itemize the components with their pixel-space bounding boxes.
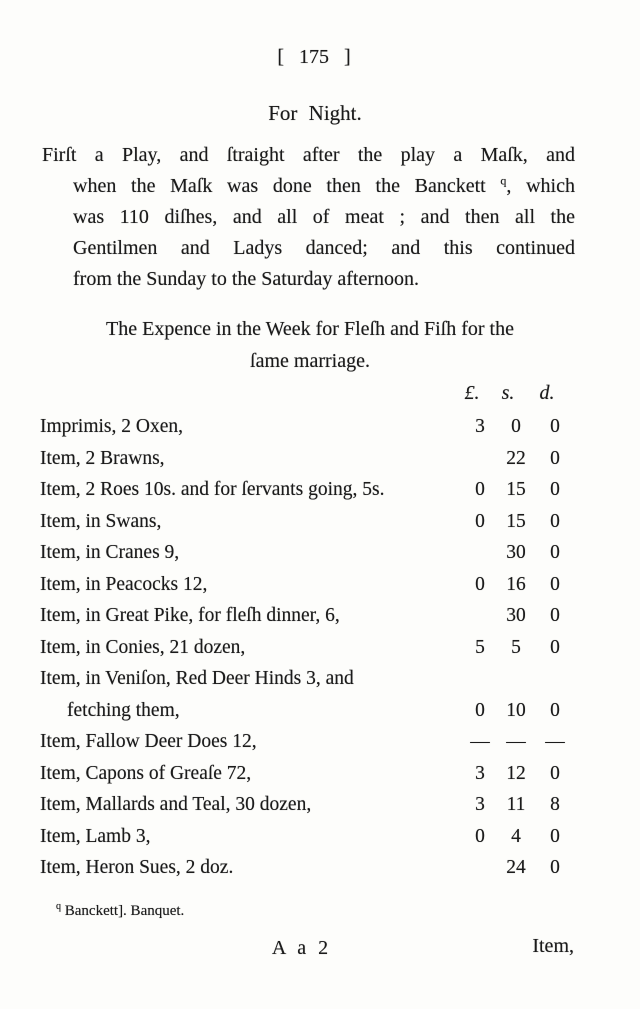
signature-mark: A a 2: [271, 937, 329, 959]
table-row: [40, 663, 575, 726]
table-row: [40, 632, 575, 664]
item-label: Item, Fallow Deer Does 12,: [40, 731, 257, 752]
pence-column-header: d.: [539, 382, 555, 404]
paragraph-line: Gentilmen and Ladys danced; and this continued: [73, 237, 575, 259]
expense-heading-line: ſame marriage.: [250, 350, 370, 372]
amount-shillings: 12: [506, 762, 526, 784]
expense-table: [40, 411, 575, 884]
footnote: [56, 903, 184, 920]
item-label: Item, Mallards and Teal, 30 dozen,: [40, 794, 312, 815]
item-label: Item, Lamb 3,: [40, 825, 151, 847]
footnote-text: Banckett]. Banquet.: [64, 903, 185, 919]
shillings-column-header: s.: [501, 382, 515, 404]
table-row: [40, 789, 575, 821]
amount-shillings: —: [506, 731, 526, 752]
amount-shillings: 30: [506, 605, 526, 626]
table-row: [40, 758, 575, 790]
amount-pence: 0: [550, 542, 560, 563]
amount-pounds: —: [470, 731, 490, 752]
amount-pence: 0: [550, 857, 560, 878]
amount-pence: 0: [550, 699, 560, 721]
footnote-marker: q: [500, 173, 507, 188]
amount-pence: 0: [550, 447, 560, 469]
item-label: Item, Capons of Greaſe 72,: [40, 762, 252, 784]
page-number: [ 175 ]: [277, 46, 351, 68]
amount-shillings: 15: [506, 479, 526, 500]
pounds-column-header: £.: [464, 382, 480, 404]
expense-heading: [30, 313, 590, 377]
amount-pence: 0: [550, 479, 560, 500]
table-row: [40, 443, 575, 475]
amount-pence: —: [545, 731, 565, 752]
paragraph-line: was 110 diſhes, and all of meat ; and then all the: [73, 206, 575, 228]
expense-heading-line: The Expence in the Week for Fleſh and Fiſh for the: [106, 318, 514, 340]
table-row: [40, 537, 575, 569]
amount-pounds: 3: [475, 762, 485, 784]
amount-shillings: 15: [506, 510, 526, 532]
amount-shillings: 16: [506, 573, 526, 595]
amount-shillings: 30: [506, 542, 526, 563]
amount-shillings: 5: [511, 636, 521, 658]
item-label: Item, 2 Roes 10s. and for ſervants going, 5s.: [40, 479, 385, 500]
item-label: Item, in Peacocks 12,: [40, 573, 208, 595]
amount-shillings: 4: [511, 825, 521, 847]
table-row: [40, 821, 575, 853]
table-row: [40, 726, 575, 758]
body-paragraph: [42, 140, 575, 295]
item-label: Imprimis, 2 Oxen,: [40, 416, 183, 437]
item-label: Item, Heron Sues, 2 doz.: [40, 857, 234, 878]
item-label: Item, in Swans,: [40, 510, 162, 532]
paragraph-text: when the Maſk was done then the Banckett: [73, 175, 501, 197]
amount-pounds: 0: [475, 573, 485, 595]
amount-pence: 0: [550, 510, 560, 532]
paragraph-line: from the Sunday to the Saturday afternoon.: [73, 268, 420, 290]
amount-pence: 0: [550, 416, 560, 437]
amount-pence: 0: [550, 636, 560, 658]
amount-pence: 0: [550, 573, 560, 595]
amount-shillings: 10: [506, 699, 526, 721]
amount-pounds: 0: [475, 699, 485, 721]
footnote-marker: q: [56, 901, 61, 912]
table-row: [40, 506, 575, 538]
item-label: Item, in Conies, 21 dozen,: [40, 636, 246, 658]
paragraph-line: [42, 171, 575, 202]
paragraph-text: , which: [506, 175, 575, 197]
amount-pounds: 3: [475, 416, 485, 437]
currency-column-headers: [40, 382, 567, 405]
section-heading: For Night.: [268, 101, 362, 125]
item-label: Item, in Great Pike, for fleſh dinner, 6,: [40, 605, 340, 626]
spacer: [40, 382, 455, 405]
table-row: [40, 852, 575, 884]
amount-shillings: 11: [506, 794, 526, 815]
amount-pounds: 3: [475, 794, 485, 815]
catchword: Item,: [532, 935, 574, 957]
amount-shillings: 24: [506, 857, 526, 878]
amount-pence: 8: [550, 794, 560, 815]
item-label-line2: fetching them,: [67, 699, 180, 721]
table-row: [40, 600, 575, 632]
paragraph-line: Firſt a Play, and ſtraight after the play a Maſk, and: [42, 144, 575, 166]
table-row: [40, 474, 575, 506]
amount-shillings: 22: [506, 447, 526, 469]
amount-pounds: 0: [475, 479, 485, 500]
amount-pence: 0: [550, 825, 560, 847]
item-label: Item, 2 Brawns,: [40, 447, 165, 469]
table-row: [40, 569, 575, 601]
amount-pounds: 0: [475, 825, 485, 847]
amount-pounds: 0: [475, 510, 485, 532]
amount-shillings: 0: [511, 416, 521, 437]
table-row: [40, 411, 575, 443]
amount-pence: 0: [550, 605, 560, 626]
item-label: [40, 663, 463, 726]
amount-pounds: 5: [475, 636, 485, 658]
item-label: Item, in Cranes 9,: [40, 542, 180, 563]
item-label-line1: Item, in Veniſon, Red Deer Hinds 3, and: [40, 668, 354, 689]
amount-pence: 0: [550, 762, 560, 784]
